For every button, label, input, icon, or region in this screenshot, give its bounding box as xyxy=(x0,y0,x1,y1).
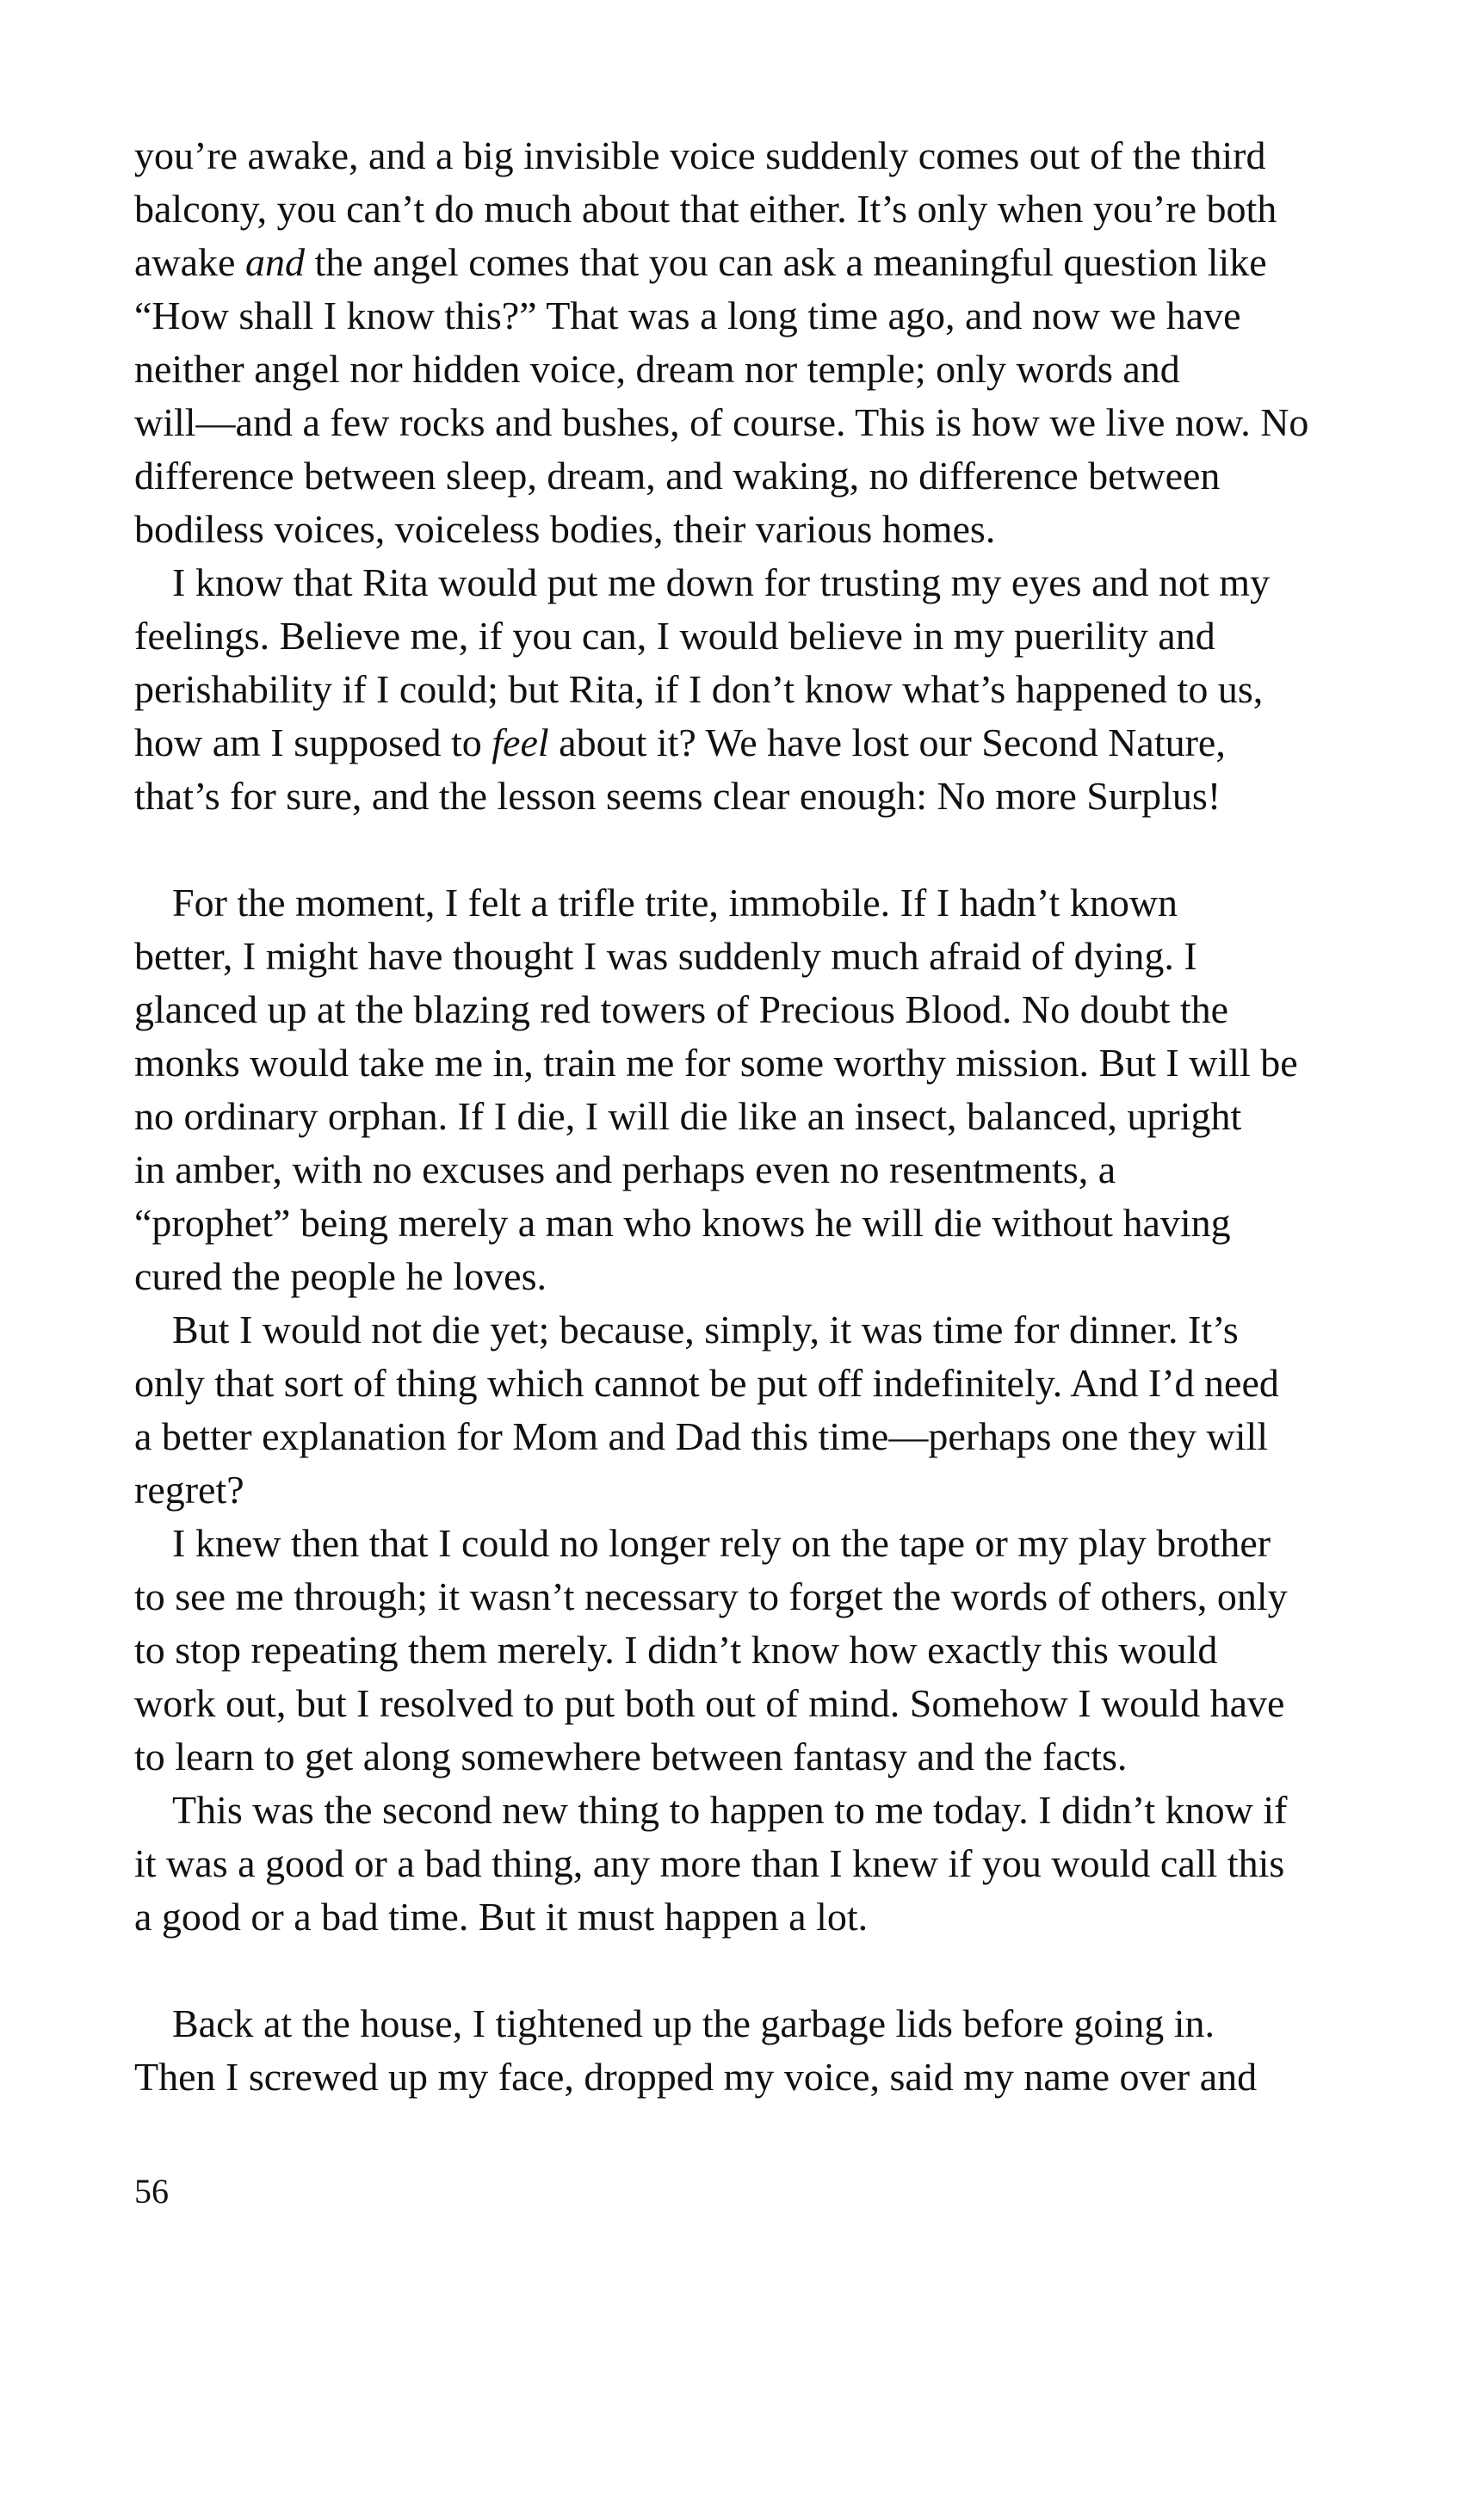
paragraph xyxy=(134,1517,1357,1784)
text-line: But I would not die yet; because, simply, it was time for dinner. It’s xyxy=(172,1308,1239,1351)
italic-emphasis: and xyxy=(244,240,305,284)
text-line: cured the people he loves. xyxy=(134,1254,547,1298)
text-line: how am I supposed to feel about it? We have lost our Second Nature, xyxy=(134,721,1226,764)
text-line: glanced up at the blazing red towers of Precious Blood. No doubt the xyxy=(134,987,1229,1031)
text-line: “How shall I know this?” That was a long time ago, and now we have xyxy=(134,294,1241,337)
text-line: to see me through; it wasn’t necessary to forget the words of others, only xyxy=(134,1574,1288,1618)
text-line: only that sort of thing which cannot be put off indefinitely. And I’d need xyxy=(134,1361,1279,1405)
text-line: it was a good or a bad thing, any more than I knew if you would call this xyxy=(134,1841,1285,1885)
page-number: 56 xyxy=(134,2172,169,2211)
text-line: regret? xyxy=(134,1468,244,1512)
text-line: balcony, you can’t do much about that either. It’s only when you’re both xyxy=(134,187,1277,231)
paragraph xyxy=(134,129,1357,556)
text-line: work out, but I resolved to put both out of mind. Somehow I would have xyxy=(134,1681,1285,1725)
paragraph xyxy=(134,1784,1357,1944)
italic-emphasis: feel xyxy=(492,721,549,764)
text-line: monks would take me in, train me for some worthy mission. But I will be xyxy=(134,1041,1298,1085)
text-line: perishability if I could; but Rita, if I don’t know what’s happened to us, xyxy=(134,667,1264,711)
paragraph xyxy=(134,1303,1357,1517)
text-line: will—and a few rocks and bushes, of course. This is how we live now. No xyxy=(134,400,1309,444)
text-line: This was the second new thing to happen to me today. I didn’t know if xyxy=(172,1788,1288,1832)
text-line: awake and the angel comes that you can ask a meaningful question like xyxy=(134,240,1267,284)
paragraph xyxy=(134,1997,1357,2104)
text-line: feelings. Believe me, if you can, I would believe in my puerility and xyxy=(134,614,1215,658)
section-break xyxy=(134,1944,1357,1997)
text-line: difference between sleep, dream, and waking, no difference between xyxy=(134,454,1221,498)
text-line: to stop repeating them merely. I didn’t know how exactly this would xyxy=(134,1628,1218,1672)
text-line: bodiless voices, voiceless bodies, their various homes. xyxy=(134,507,996,551)
text-line: in amber, with no excuses and perhaps even no resentments, a xyxy=(134,1147,1116,1191)
text-line: a better explanation for Mom and Dad this time—perhaps one they will xyxy=(134,1414,1269,1458)
text-line: no ordinary orphan. If I die, I will die like an insect, balanced, upright xyxy=(134,1094,1242,1138)
section-break xyxy=(134,823,1357,876)
text-line: “prophet” being merely a man who knows he will die without having xyxy=(134,1201,1231,1245)
paragraph xyxy=(134,876,1357,1303)
text-line: better, I might have thought I was suddenly much afraid of dying. I xyxy=(134,934,1197,978)
text-line: neither angel nor hidden voice, dream nor temple; only words and xyxy=(134,347,1180,391)
text-line: For the moment, I felt a trifle trite, immobile. If I hadn’t known xyxy=(172,881,1178,925)
text-line: I knew then that I could no longer rely on the tape or my play brother xyxy=(172,1521,1271,1565)
text-line: Back at the house, I tightened up the garbage lids before going in. xyxy=(172,2001,1215,2045)
paragraph xyxy=(134,556,1357,823)
text-line: Then I screwed up my face, dropped my voice, said my name over and xyxy=(134,2055,1258,2099)
book-page xyxy=(134,129,1357,2104)
text-line: that’s for sure, and the lesson seems clear enough: No more Surplus! xyxy=(134,774,1221,818)
text-line: a good or a bad time. But it must happen a lot. xyxy=(134,1895,869,1939)
text-line: to learn to get along somewhere between fantasy and the facts. xyxy=(134,1735,1128,1778)
text-line: you’re awake, and a big invisible voice suddenly comes out of the third xyxy=(134,133,1266,177)
text-line: I know that Rita would put me down for trusting my eyes and not my xyxy=(172,560,1271,604)
